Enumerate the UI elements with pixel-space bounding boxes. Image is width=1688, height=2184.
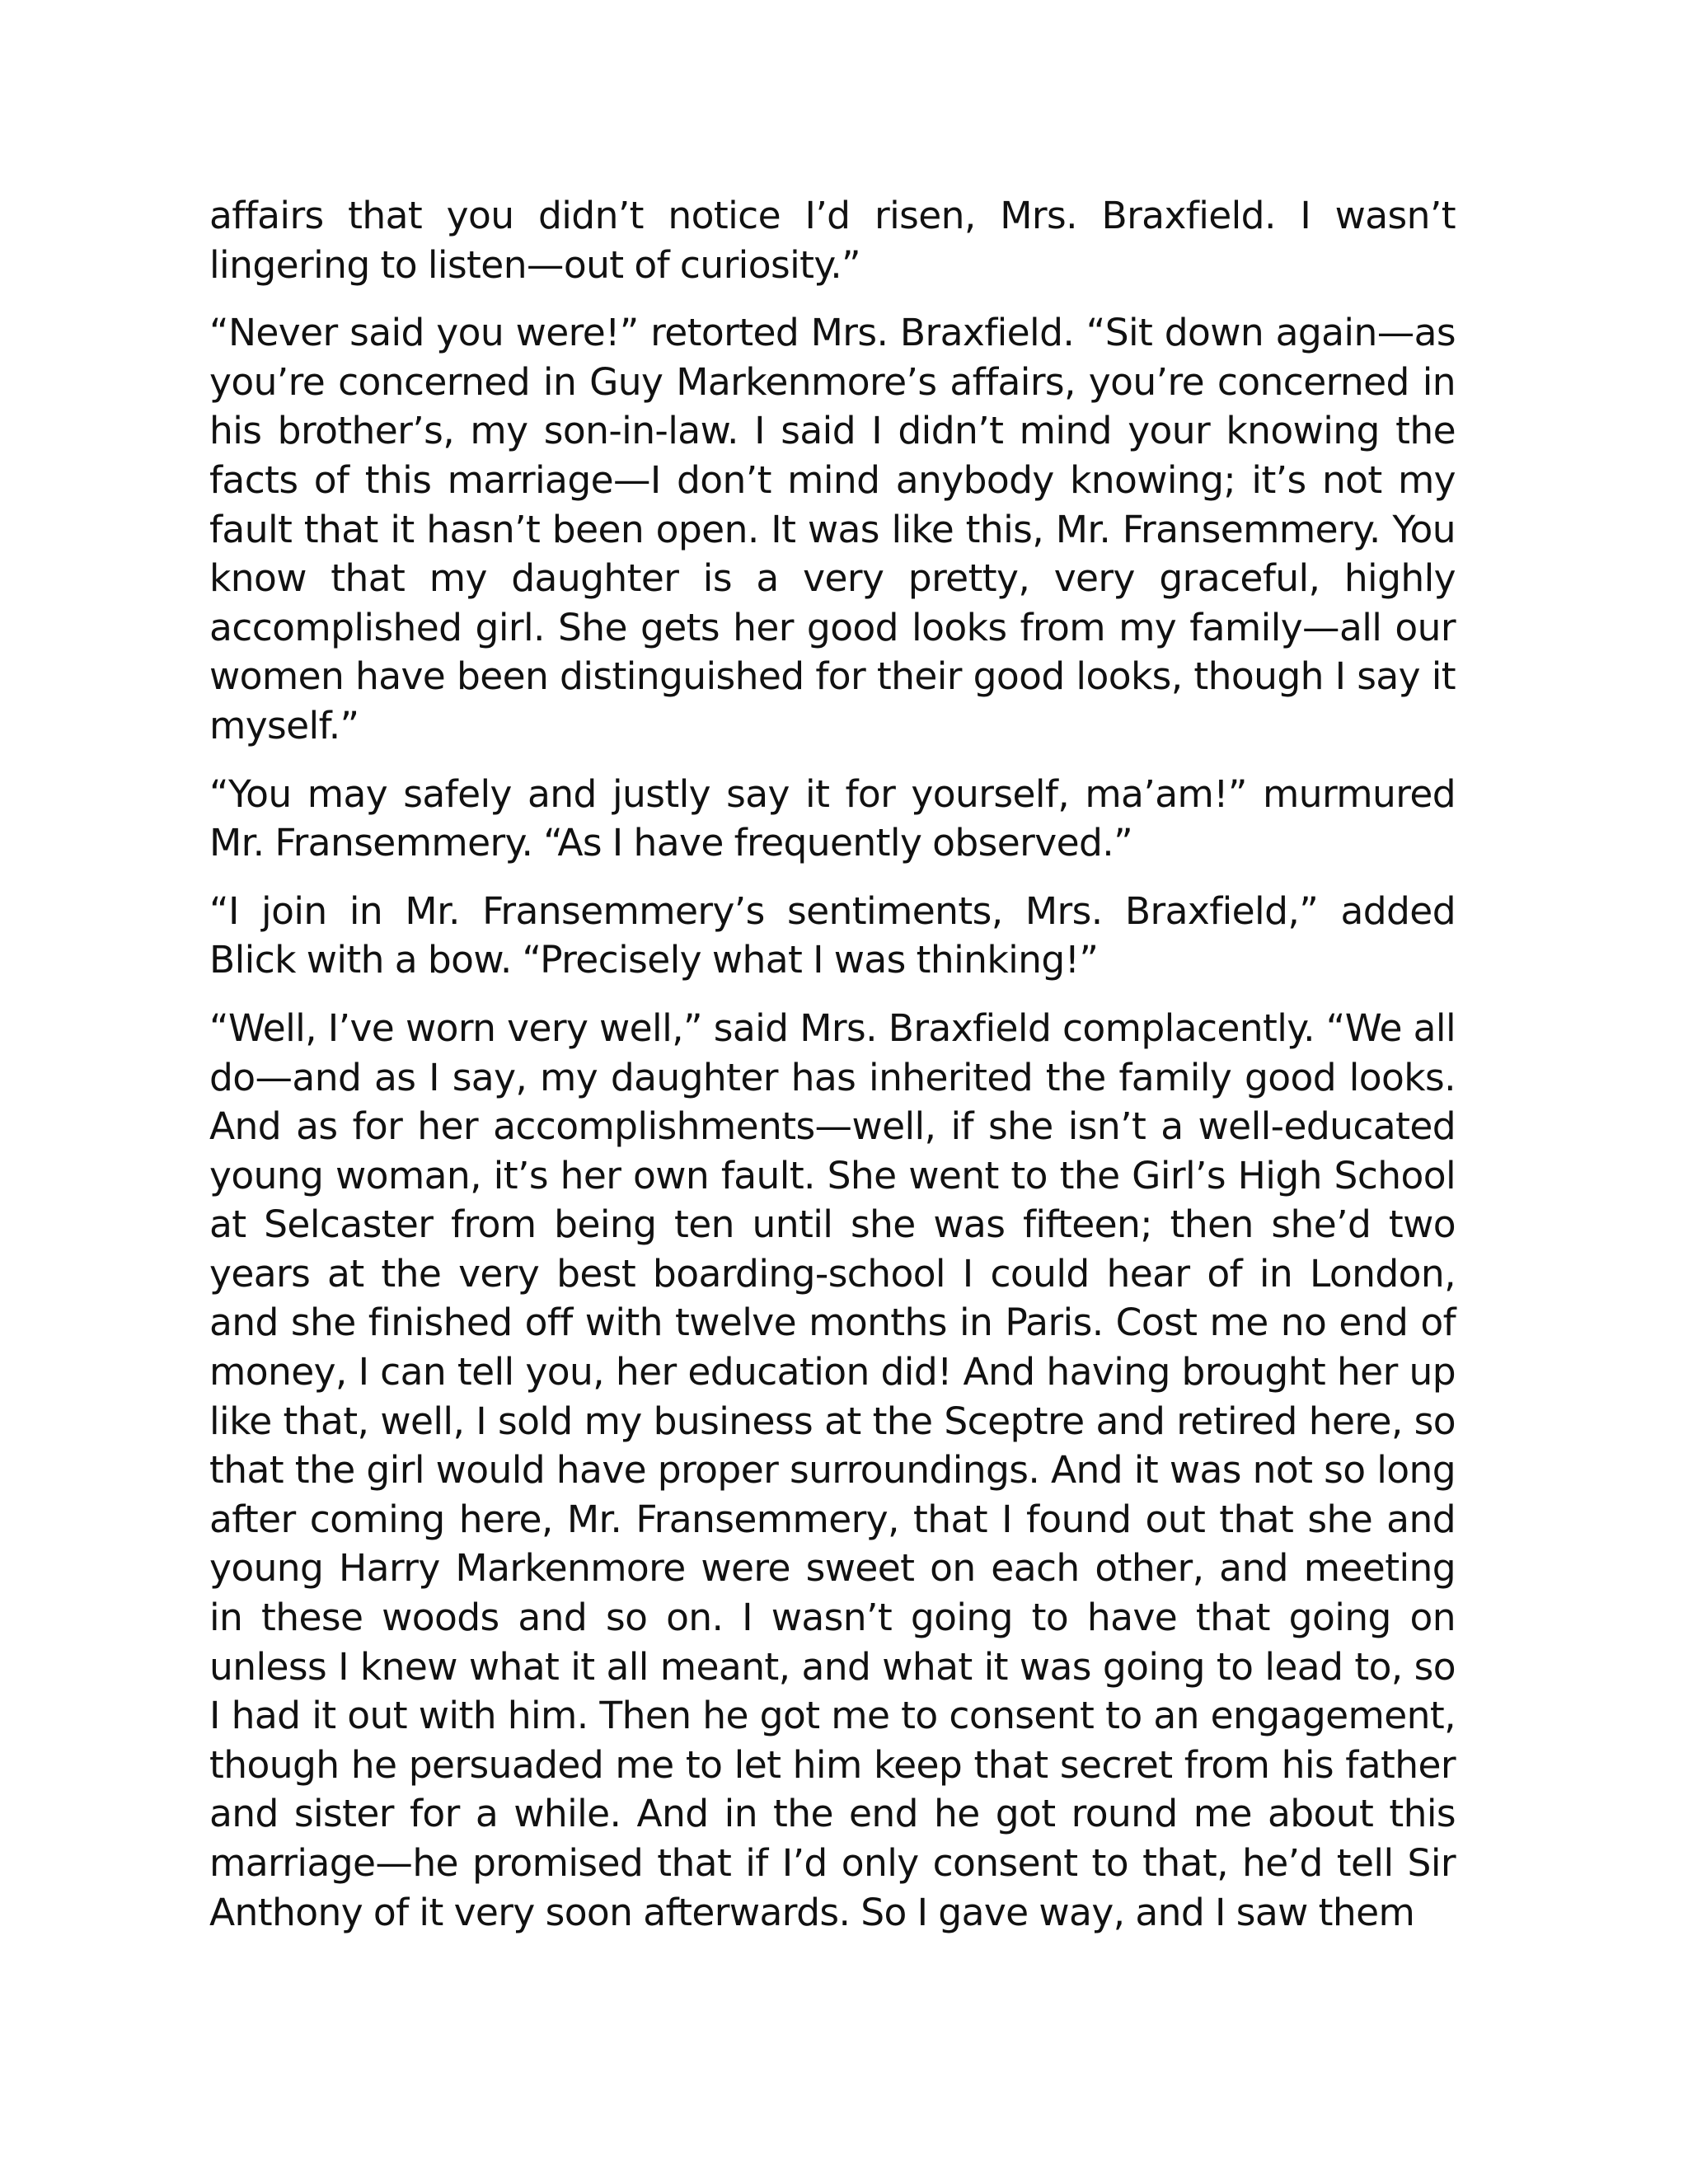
paragraph: “Well, I’ve worn very well,” said Mrs. Braxfield complacently. “We all do—and as I say, my daughter has inherited the family good looks. And as for her accomplishments—well, if she isn’t a well-educated young woman, it’s her own fault. She went to the Girl’s High School at Selcaster from being ten until she was fifteen; then she’d two years at the very best boarding-school I could hear of in London, and she finished off with twelve months in Paris. Cost me no end of money, I can tell you, her education did! And having brought her up like that, well, I sold my business at the Sceptre and retired here, so that the girl would have proper surroundings. And it was not so long after coming here, Mr. Fransemmery, that I found out that she and young Harry Markenmore were sweet on each other, and meeting in these woods and so on. I wasn’t going to have that going on unless I knew what it all meant, and what it was going to lead to, so I had it out with him. Then he got me to consent to an engagement, though he persuaded me to let him keep that secret from his father and sister for a while. And in the end he got round me about this marriage—he promised that if I’d only consent to that, he’d tell Sir Anthony of it very soon afterwards. So I gave way, and I saw them [209,1005,1456,1934]
paragraph: “I join in Mr. Fransemmery’s sentiments, Mrs. Braxfield,” added Blick with a bow. “Precisely what I was thinking!” [209,888,1456,982]
paragraph: affairs that you didn’t notice I’d risen, Mrs. Braxfield. I wasn’t lingering to listen—out of curiosity.” [209,194,1456,287]
body-text [209,191,1456,1956]
paragraph: “Never said you were!” retorted Mrs. Braxfield. “Sit down again—as you’re concerned in Guy Markenmore’s affairs, you’re concerned in his brother’s, my son-in-law. I said I didn’t mind your knowing the facts of this marriage—I don’t mind anybody knowing; it’s not my fault that it hasn’t been open. It was like this, Mr. Fransemmery. You know that my daughter is a very pretty, very graceful, highly accomplished girl. She gets her good looks from my family—all our women have been distinguished for their good looks, though I say it myself.” [209,311,1456,748]
paragraph: “You may safely and justly say it for yourself, ma’am!” murmured Mr. Fransemmery. “As I have frequently observed.” [209,771,1456,865]
